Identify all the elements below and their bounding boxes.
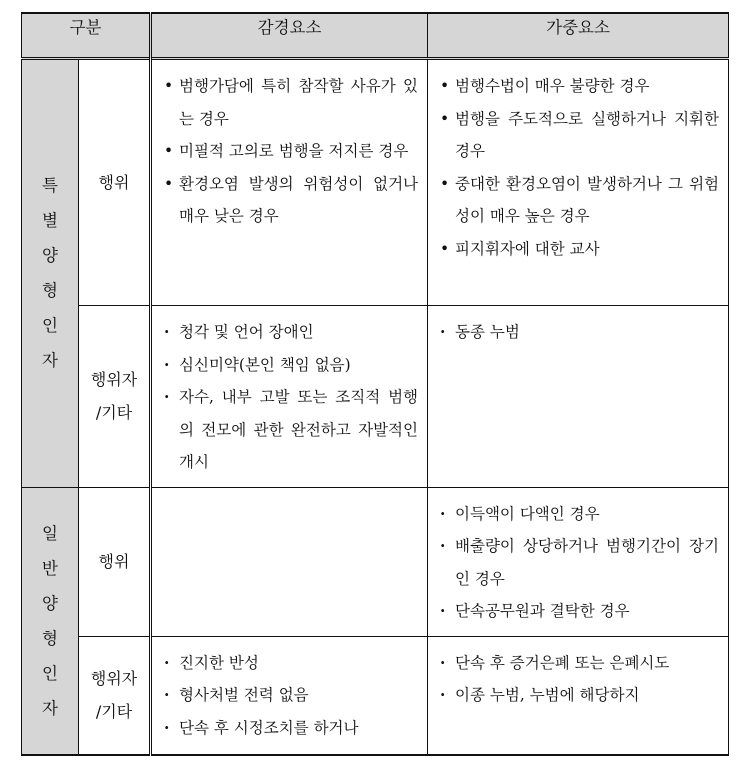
list-item: · 단속공무원과 결탁한 경우 (438, 595, 719, 628)
special-action-aggravating-cell (428, 59, 729, 306)
sentencing-factors-table (21, 12, 729, 756)
general-factors-label: 일 반 양 형 인 자 (22, 487, 79, 755)
special-action-row (22, 59, 729, 306)
list-item: · 단속 후 증거은폐 또는 은폐시도 (438, 647, 719, 680)
list-item: · 형사처벌 전력 없음 (162, 679, 418, 712)
list-item: · 이종 누범, 누범에 해당하지 (438, 679, 719, 712)
list-item: • 범행을 주도적으로 실행하거나 지휘한 경우 (438, 103, 719, 168)
row-label-actor-other: 행위자 /기타 (79, 636, 151, 755)
header-category: 구분 (22, 13, 151, 59)
special-actor-aggravating-cell (428, 306, 729, 488)
list-item: • 범행가담에 특히 참작할 사유가 있는 경우 (162, 70, 418, 135)
special-action-mitigating-cell (151, 59, 428, 306)
general-actor-row (22, 636, 729, 755)
list-item: · 단속 후 시정조치를 하거나 (162, 712, 418, 745)
general-action-mitigating-cell (151, 487, 428, 636)
special-actor-row (22, 306, 729, 488)
list-item: · 자수, 내부 고발 또는 조직적 범행의 전모에 관한 완전하고 자발적인 개시 (162, 381, 418, 479)
list-item: · 심신미약(본인 책임 없음) (162, 349, 418, 382)
list-item: • 중대한 환경오염이 발생하거나 그 위험성이 매우 높은 경우 (438, 168, 719, 233)
special-actor-mitigating-cell (151, 306, 428, 488)
header-aggravating: 가중요소 (428, 13, 729, 59)
list-item: • 범행수법이 매우 불량한 경우 (438, 70, 719, 103)
general-action-row (22, 487, 729, 636)
list-item: • 환경오염 발생의 위험성이 없거나 매우 낮은 경우 (162, 168, 418, 233)
row-label-action: 행위 (79, 487, 151, 636)
list-item: • 피지휘자에 대한 교사 (438, 233, 719, 266)
general-actor-aggravating-cell (428, 636, 729, 755)
header-mitigating: 감경요소 (151, 13, 428, 59)
row-label-actor-other: 행위자 /기타 (79, 306, 151, 488)
row-label-action: 행위 (79, 59, 151, 306)
general-actor-mitigating-cell (151, 636, 428, 755)
list-item: · 동종 누범 (438, 316, 719, 349)
header-row (22, 13, 729, 59)
list-item: · 이득액이 다액인 경우 (438, 498, 719, 531)
list-item: · 배출량이 상당하거나 범행기간이 장기인 경우 (438, 530, 719, 595)
list-item: · 진지한 반성 (162, 647, 418, 680)
list-item: • 미필적 고의로 범행을 저지른 경우 (162, 135, 418, 168)
list-item: · 청각 및 언어 장애인 (162, 316, 418, 349)
special-factors-label: 특 별 양 형 인 자 (22, 59, 79, 488)
general-action-aggravating-cell (428, 487, 729, 636)
